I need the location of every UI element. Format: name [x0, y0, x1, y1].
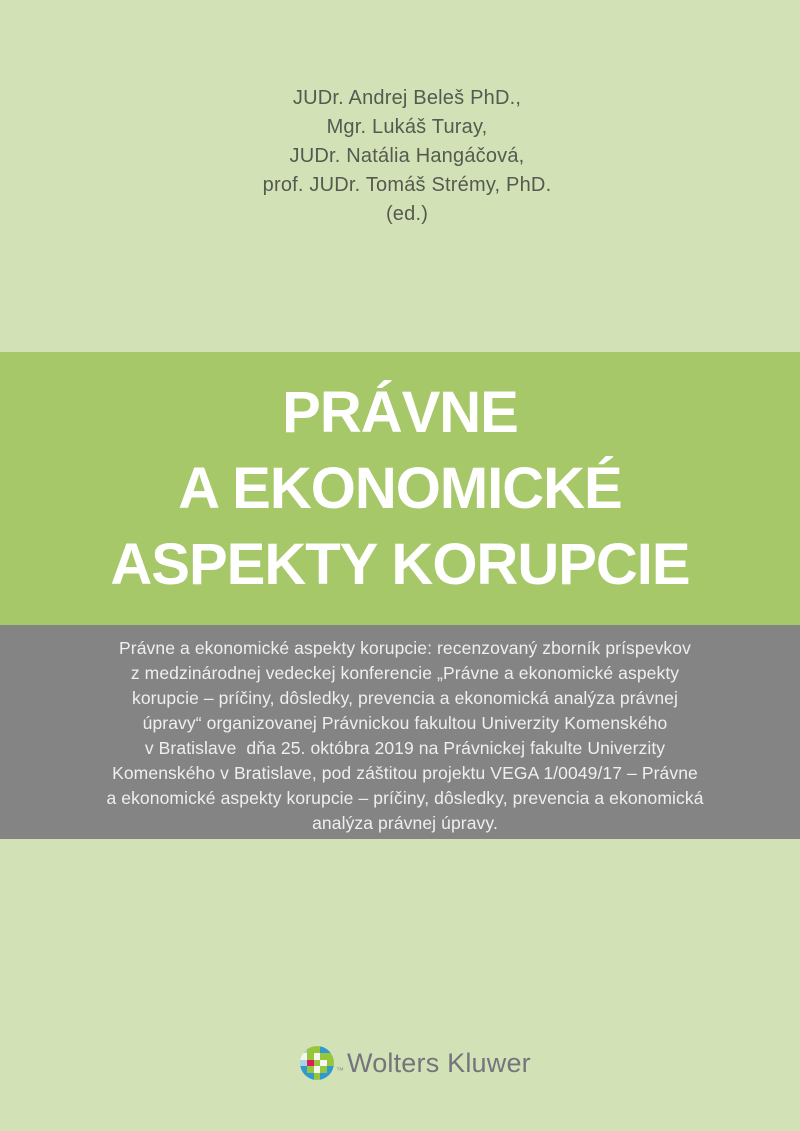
author-line: Mgr. Lukáš Turay,	[326, 116, 488, 138]
author-block	[7, 84, 800, 229]
globe-cell	[320, 1046, 327, 1053]
globe-cell	[327, 1073, 334, 1080]
globe-cell	[320, 1060, 327, 1067]
description-line: Komenského v Bratislave, pod záštitou projektu VEGA 1/0049/17 – Právne	[112, 763, 698, 783]
globe-cell	[314, 1060, 321, 1067]
description-band	[0, 625, 800, 839]
globe-cell	[314, 1046, 321, 1053]
globe-cell	[300, 1046, 307, 1053]
globe-cell	[307, 1053, 314, 1060]
book-title-line: ASPEKTY KORUPCIE	[110, 531, 690, 597]
globe-cell	[307, 1066, 314, 1073]
description-line: Právne a ekonomické aspekty korupcie: recenzovaný zborník príspevkov	[119, 638, 691, 658]
globe-cell	[327, 1060, 334, 1067]
description-line: analýza právnej úpravy.	[312, 813, 498, 833]
author-line: JUDr. Andrej Beleš PhD.,	[292, 87, 522, 109]
publisher-name: Wolters Kluwer	[347, 1047, 531, 1078]
globe-cell	[300, 1066, 307, 1073]
globe-cell	[314, 1053, 321, 1060]
globe-cell	[300, 1060, 307, 1067]
wolters-kluwer-globe-icon	[300, 1046, 334, 1080]
trademark-symbol: ™	[336, 1066, 344, 1075]
description-line: z medzinárodnej vedeckej konferencie „Právne a ekonomické aspekty	[130, 663, 680, 683]
author-line: JUDr. Natália Hangáčová,	[289, 145, 525, 167]
globe-cell	[314, 1073, 321, 1080]
book-title-line: PRÁVNE	[282, 379, 518, 445]
globe-cell	[307, 1046, 314, 1053]
editor-label: (ed.)	[385, 203, 429, 225]
globe-cell	[327, 1053, 334, 1060]
globe-cell	[307, 1060, 314, 1067]
globe-cell	[320, 1066, 327, 1073]
title-band	[0, 352, 800, 625]
book-title-line: A EKONOMICKÉ	[178, 455, 622, 521]
globe-cell	[320, 1053, 327, 1060]
description-line: a ekonomické aspekty korupcie – príčiny, dôsledky, prevencia a ekonomická	[106, 788, 704, 808]
author-line: prof. JUDr. Tomáš Strémy, PhD.	[262, 174, 552, 196]
globe-cell	[327, 1066, 334, 1073]
description-line: korupcie – príčiny, dôsledky, prevencia a ekonomická analýza právnej	[131, 688, 679, 708]
publisher-logo	[300, 1046, 531, 1080]
globe-cell	[300, 1053, 307, 1060]
description-line: v Bratislave dňa 25. októbra 2019 na Právnickej fakulte Univerzity	[144, 738, 666, 758]
globe-cell	[314, 1066, 321, 1073]
globe-cell	[327, 1046, 334, 1053]
globe-cell	[300, 1073, 307, 1080]
globe-cell	[320, 1073, 327, 1080]
description-line: úpravy“ organizovanej Právnickou fakultou Univerzity Komenského	[142, 713, 668, 733]
globe-cell	[307, 1073, 314, 1080]
